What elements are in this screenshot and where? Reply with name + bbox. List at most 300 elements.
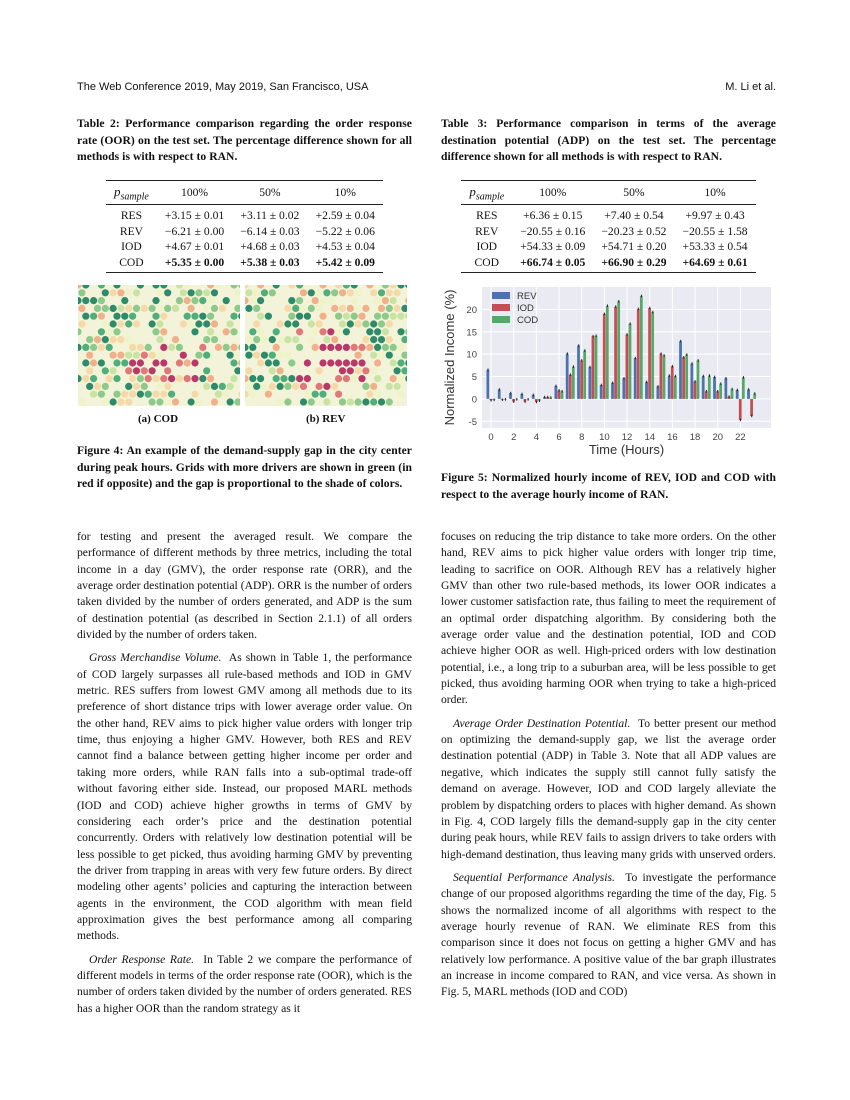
hex-cell: [366, 328, 373, 335]
y-tick-label: 15: [466, 327, 477, 339]
hex-cell: [296, 375, 303, 382]
hex-cell: [141, 305, 148, 312]
table2-block: [77, 116, 412, 273]
hex-cell: [149, 320, 156, 327]
hex-cell: [164, 305, 171, 312]
hex-cell: [390, 344, 397, 351]
hex-cell: [211, 289, 218, 296]
table2-caption: Table 2: Performance comparison regarding the order response rate (OOR) on the test set. The percentage difference shown for all methods is with respect to RAN.: [77, 117, 412, 163]
hex-cell: [86, 336, 93, 343]
hex-cell: [292, 305, 299, 312]
hex-cell: [234, 367, 240, 374]
hex-cell: [347, 320, 354, 327]
hex-cell: [316, 305, 323, 312]
hex-cell: [382, 297, 389, 304]
hex-cell: [397, 285, 404, 289]
hex-cell: [78, 375, 82, 382]
hex-cell: [203, 383, 210, 390]
hex-cell: [253, 336, 260, 343]
hex-cell: [188, 289, 195, 296]
hex-cell: [386, 289, 393, 296]
hex-cell: [113, 313, 120, 320]
hex-cell: [245, 297, 249, 304]
hex-cell: [245, 352, 252, 359]
figure5-bar-chart: [440, 280, 780, 460]
hex-cell: [86, 383, 93, 390]
hex-cell: [238, 359, 240, 366]
hex-cell: [223, 328, 230, 335]
table-row: REV −20.55 ± 0.16 −20.23 ± 0.52 −20.55 ± 1.58: [475, 224, 748, 238]
bar-cod: [617, 301, 620, 399]
hex-cell: [230, 313, 237, 320]
hex-cell: [230, 328, 237, 335]
hex-cell: [300, 305, 307, 312]
hex-cell: [374, 328, 381, 335]
hex-cell: [184, 285, 191, 289]
hex-cell: [184, 297, 191, 304]
hex-cell: [160, 328, 167, 335]
hex-cell: [316, 289, 323, 296]
y-tick-label: 20: [466, 304, 477, 316]
x-tick-label: 8: [579, 432, 585, 443]
hex-cell: [98, 285, 105, 289]
hex-cell: [168, 391, 175, 398]
hex-cell: [117, 336, 124, 343]
hex-cell: [234, 352, 240, 359]
hex-cell: [284, 398, 291, 405]
hex-cell: [98, 297, 105, 304]
hex-cell: [284, 336, 291, 343]
legend-label: COD: [517, 315, 539, 326]
hex-cell: [261, 289, 268, 296]
hex-cell: [238, 285, 240, 289]
hex-cell: [195, 398, 202, 405]
hex-cell: [304, 391, 311, 398]
x-tick-label: 20: [712, 432, 724, 443]
hex-cell: [133, 367, 140, 374]
hex-cell: [308, 398, 315, 405]
bar-cod: [595, 336, 598, 399]
col-header: 50%: [232, 180, 307, 205]
hex-cell: [149, 352, 156, 359]
hex-cell: [191, 328, 198, 335]
hex-cell: [117, 352, 124, 359]
hex-cell: [382, 285, 389, 289]
hex-cell: [273, 285, 280, 289]
hex-cell: [141, 383, 148, 390]
hex-cell: [137, 285, 144, 289]
hex-cell: [366, 285, 373, 289]
hex-cell: [273, 328, 280, 335]
hex-cell: [78, 398, 85, 405]
hex-cell: [152, 375, 159, 382]
hex-cell: [347, 367, 354, 374]
hex-cell: [351, 359, 358, 366]
hex-cell: [343, 375, 350, 382]
hex-cell: [261, 383, 268, 390]
y-axis-label: Normalized Income (%): [442, 289, 457, 426]
hex-cell: [176, 344, 183, 351]
hex-cell: [343, 285, 350, 289]
hex-cell: [227, 352, 234, 359]
hex-cell: [129, 375, 136, 382]
hex-cell: [265, 391, 272, 398]
bar-rev: [668, 376, 671, 399]
bar-cod: [640, 296, 643, 399]
hex-cell: [78, 320, 85, 327]
hex-cell: [133, 383, 140, 390]
hex-cell: [394, 367, 401, 374]
hex-cell: [102, 320, 109, 327]
bar-cod: [697, 360, 700, 398]
x-tick-label: 10: [599, 432, 610, 443]
hex-cell: [191, 375, 198, 382]
hex-cell: [292, 336, 299, 343]
paragraph: focuses on reducing the trip distance to take more orders. On the other hand, REV aims to pick higher value orders with longer trip time, leading to sacrifice on OOR. Although REV has a relatively higher GMV than other two rule-based methods, its lower OOR indicates a lower customer satisfaction rate, thus failing to meet the requirement of an optimal order dispatching algorithm. By considering both the average order value and the destination potential, IOD and COD achieve higher OOR as well. High-priced orders with low destination potential, i.e., a long trip to a suburban area, will be less possible to get picked, thus avoiding harming OOR when trying to take a high-priced order.: [441, 530, 776, 707]
hex-cell: [355, 367, 362, 374]
hex-cell: [172, 398, 179, 405]
hex-cell: [292, 320, 299, 327]
hex-cell: [390, 375, 397, 382]
hex-cell: [207, 313, 214, 320]
hex-cell: [223, 297, 230, 304]
hex-cell: [133, 305, 140, 312]
hex-cell: [319, 313, 326, 320]
hex-cell: [284, 305, 291, 312]
col-header: 50%: [593, 180, 674, 205]
x-tick-label: 0: [488, 432, 494, 443]
hex-cell: [156, 305, 163, 312]
bar-iod: [660, 354, 663, 399]
y-tick-label: -5: [468, 416, 477, 428]
hex-cell: [378, 336, 385, 343]
hex-cell: [300, 383, 307, 390]
hex-cell: [234, 398, 240, 405]
hex-cell: [300, 398, 307, 405]
hex-cell: [78, 289, 85, 296]
hex-cell: [355, 305, 362, 312]
hex-cell: [319, 285, 326, 289]
x-tick-label: 22: [735, 432, 746, 443]
hex-cell: [106, 344, 113, 351]
legend-swatch-iod: [492, 304, 510, 311]
hex-cell: [125, 305, 132, 312]
table-header-row: [461, 180, 755, 205]
hex-cell: [273, 375, 280, 382]
bar-cod: [719, 384, 722, 399]
hex-cell: [168, 375, 175, 382]
hex-cell: [223, 344, 230, 351]
hex-cell: [156, 320, 163, 327]
hex-cell: [211, 305, 218, 312]
hex-cell: [121, 359, 128, 366]
hex-cell: [121, 297, 128, 304]
x-axis-label: Time (Hours): [588, 442, 665, 457]
hex-cell: [253, 352, 260, 359]
running-header-left: The Web Conference 2019, May 2019, San Francisco, USA: [77, 81, 369, 93]
table3: [461, 180, 755, 274]
hex-cell: [253, 320, 260, 327]
hex-cell: [230, 285, 237, 289]
hex-cell: [176, 285, 183, 289]
hex-cell: [366, 344, 373, 351]
hex-cell: [223, 391, 230, 398]
table3-caption: Table 3: Performance comparison in terms of the average destination potential (ADP) on the test set. The percentage difference shown for all methods is with respect to RAN.: [441, 117, 776, 163]
hex-cell: [405, 375, 407, 382]
hex-cell: [351, 313, 358, 320]
hex-cell: [358, 359, 365, 366]
hex-cell: [386, 336, 393, 343]
hex-cell: [160, 359, 167, 366]
hex-cell: [227, 320, 234, 327]
hex-cell: [343, 328, 350, 335]
hex-cell: [249, 328, 256, 335]
hex-cell: [273, 359, 280, 366]
hex-cell: [113, 328, 120, 335]
hex-cell: [164, 383, 171, 390]
hex-cell: [184, 313, 191, 320]
hex-cell: [133, 320, 140, 327]
hex-cell: [405, 313, 407, 320]
table2: [106, 180, 383, 274]
hex-cell: [323, 398, 330, 405]
hex-cell: [355, 398, 362, 405]
hex-cell: [319, 328, 326, 335]
hex-cell: [125, 289, 132, 296]
hex-cell: [405, 359, 407, 366]
hex-cell: [304, 375, 311, 382]
hex-cell: [284, 320, 291, 327]
hex-cell: [331, 336, 338, 343]
hex-cell: [261, 352, 268, 359]
hex-cell: [199, 313, 206, 320]
hex-cell: [397, 391, 404, 398]
col-header: 100%: [512, 180, 593, 205]
bar-iod: [648, 308, 651, 399]
hex-cell: [230, 375, 237, 382]
hex-cell: [312, 297, 319, 304]
hex-cell: [98, 359, 105, 366]
hex-cell: [227, 398, 234, 405]
hex-cell: [374, 297, 381, 304]
hex-cell: [316, 383, 323, 390]
hex-cell: [172, 336, 179, 343]
legend-label: IOD: [517, 303, 534, 314]
hex-cell: [137, 359, 144, 366]
hex-cell: [362, 398, 369, 405]
hex-cell: [125, 352, 132, 359]
hex-cell: [184, 375, 191, 382]
hex-cell: [288, 375, 295, 382]
hex-cell: [397, 359, 404, 366]
hex-cell: [117, 305, 124, 312]
hex-cell: [78, 328, 82, 335]
hex-cell: [394, 383, 401, 390]
hex-cell: [149, 398, 156, 405]
hex-cell: [265, 359, 272, 366]
hex-cell: [160, 344, 167, 351]
bar-iod: [569, 375, 572, 399]
hex-cell: [257, 285, 264, 289]
hex-cell: [117, 398, 124, 405]
figure4b-label: (b) REV: [306, 413, 346, 425]
hex-cell: [370, 289, 377, 296]
hex-cell: [397, 344, 404, 351]
hex-cell: [358, 344, 365, 351]
hex-cell: [370, 367, 377, 374]
hex-cell: [288, 359, 295, 366]
hex-cell: [90, 313, 97, 320]
hex-cell: [219, 383, 226, 390]
hex-cell: [211, 398, 218, 405]
hex-cell: [106, 375, 113, 382]
hex-cell: [203, 320, 210, 327]
hex-cell: [149, 305, 156, 312]
hex-cell: [390, 285, 397, 289]
hex-cell: [195, 352, 202, 359]
hex-cell: [277, 398, 284, 405]
bar-rev: [690, 364, 693, 399]
hex-cell: [296, 328, 303, 335]
bar-rev: [656, 386, 659, 399]
hex-cell: [277, 352, 284, 359]
hex-cell: [253, 305, 260, 312]
hex-cell: [296, 297, 303, 304]
hex-cell: [386, 320, 393, 327]
hex-cell: [203, 289, 210, 296]
hex-cell: [327, 359, 334, 366]
hex-cell: [296, 285, 303, 289]
hex-cell: [94, 383, 101, 390]
hex-cell: [386, 383, 393, 390]
hex-cell: [269, 383, 276, 390]
hex-cell: [316, 320, 323, 327]
hex-cell: [176, 297, 183, 304]
hex-cell: [351, 344, 358, 351]
hex-cell: [378, 305, 385, 312]
hex-cell: [382, 328, 389, 335]
bar-rev: [634, 358, 637, 399]
hex-cell: [152, 328, 159, 335]
hex-cell: [160, 285, 167, 289]
hex-cell: [331, 305, 338, 312]
hex-cell: [335, 391, 342, 398]
hex-cell: [265, 313, 272, 320]
bar-cod: [583, 351, 586, 399]
hex-cell: [401, 336, 407, 343]
hex-cell: [292, 383, 299, 390]
hex-cell: [172, 305, 179, 312]
hex-cell: [351, 375, 358, 382]
hex-cell: [137, 375, 144, 382]
hex-cell: [125, 367, 132, 374]
hex-cell: [308, 289, 315, 296]
hex-cell: [401, 305, 407, 312]
hex-cell: [382, 344, 389, 351]
bar-iod: [682, 357, 685, 399]
hex-cell: [195, 289, 202, 296]
bar-iod: [592, 336, 595, 399]
hex-cell: [335, 375, 342, 382]
col-header: 10%: [675, 180, 756, 205]
hex-cell: [113, 391, 120, 398]
hex-cell: [335, 344, 342, 351]
x-tick-label: 18: [689, 432, 701, 443]
figure4-caption: Figure 4: An example of the demand-supply gap in the city center during peak hours. Grids with more drivers are shown in green (in red if opposite) and the gap is proportional to the shade of colors.: [77, 444, 412, 490]
hex-cell: [319, 297, 326, 304]
paragraph: Gross Merchandise Volume. As shown in Table 1, the performance of COD largely surpasses all rule-based methods and IOD in GMV metric. RES suffers from lowest GMV among all methods due to its preference of short distance trips with lower average order value. On the other hand, REV aims to pick higher value orders with longer trip time, thus enjoying a higher GMV. However, both RES and REV cannot find a balance between getting higher income per order and taking more orders, while RAN falls into a sub-optimal trade-off without favoring either side. Instead, our proposed MARL methods (IOD and COD) achieve higher growths in terms of GMV by considering each order’s price and the destination potential concurrently. Orders with relatively low destination potential will be less possible to get picked, thus avoiding harming GMV by preventing the driver from trapping in areas with very few future orders. By direct modeling other agents’ policies and capturing the interaction between agents in the environment, the COD algorithm with mean field approximation gives the best performance among all comparing methods.: [77, 651, 412, 943]
hex-cell: [390, 297, 397, 304]
hex-cell: [273, 344, 280, 351]
legend-swatch-cod: [492, 316, 510, 323]
hex-cell: [269, 352, 276, 359]
hex-cell: [156, 383, 163, 390]
hex-cell: [362, 367, 369, 374]
hex-cell: [230, 344, 237, 351]
bar-rev: [747, 390, 750, 399]
hex-cell: [261, 336, 268, 343]
hex-cell: [401, 367, 407, 374]
hex-cell: [117, 320, 124, 327]
hex-cell: [245, 391, 249, 398]
figure5-caption: Figure 5: Normalized hourly income of REV, IOD and COD with respect to the average hourly income of RAN.: [441, 471, 776, 501]
hex-cell: [152, 391, 159, 398]
hex-cell: [129, 344, 136, 351]
hex-cell: [249, 375, 256, 382]
hex-cell: [269, 336, 276, 343]
hex-cell: [110, 336, 117, 343]
bar-iod: [580, 360, 583, 398]
hex-cell: [355, 352, 362, 359]
bar-cod: [629, 324, 632, 399]
hex-cell: [191, 391, 198, 398]
hex-cell: [215, 391, 222, 398]
hex-cell: [327, 328, 334, 335]
hex-cell: [304, 313, 311, 320]
hex-cell: [245, 336, 252, 343]
hex-cell: [327, 297, 334, 304]
hex-cell: [94, 336, 101, 343]
hex-cell: [137, 391, 144, 398]
hex-cell: [94, 305, 101, 312]
hex-cell: [113, 359, 120, 366]
table-row: REV −6.21 ± 0.00 −6.14 ± 0.03 −5.22 ± 0.06: [119, 224, 375, 238]
hex-cell: [378, 352, 385, 359]
hex-cell: [156, 352, 163, 359]
hex-cell: [386, 305, 393, 312]
hex-cell: [358, 375, 365, 382]
hex-cell: [300, 289, 307, 296]
hex-cell: [78, 297, 82, 304]
hex-cell: [296, 313, 303, 320]
hex-cell: [366, 391, 373, 398]
bar-rev: [498, 390, 501, 399]
hex-cell: [288, 313, 295, 320]
bar-iod: [626, 334, 629, 398]
hex-cell: [121, 313, 128, 320]
bar-iod: [671, 366, 674, 399]
bar-rev: [600, 385, 603, 399]
running-header-right: M. Li et al.: [725, 81, 776, 93]
hex-cell: [78, 344, 82, 351]
hex-cell: [203, 367, 210, 374]
hex-cell: [405, 328, 407, 335]
hex-cell: [98, 344, 105, 351]
hex-cell: [362, 383, 369, 390]
hex-cell: [152, 285, 159, 289]
bar-rev: [724, 378, 727, 399]
hex-cell: [253, 289, 260, 296]
